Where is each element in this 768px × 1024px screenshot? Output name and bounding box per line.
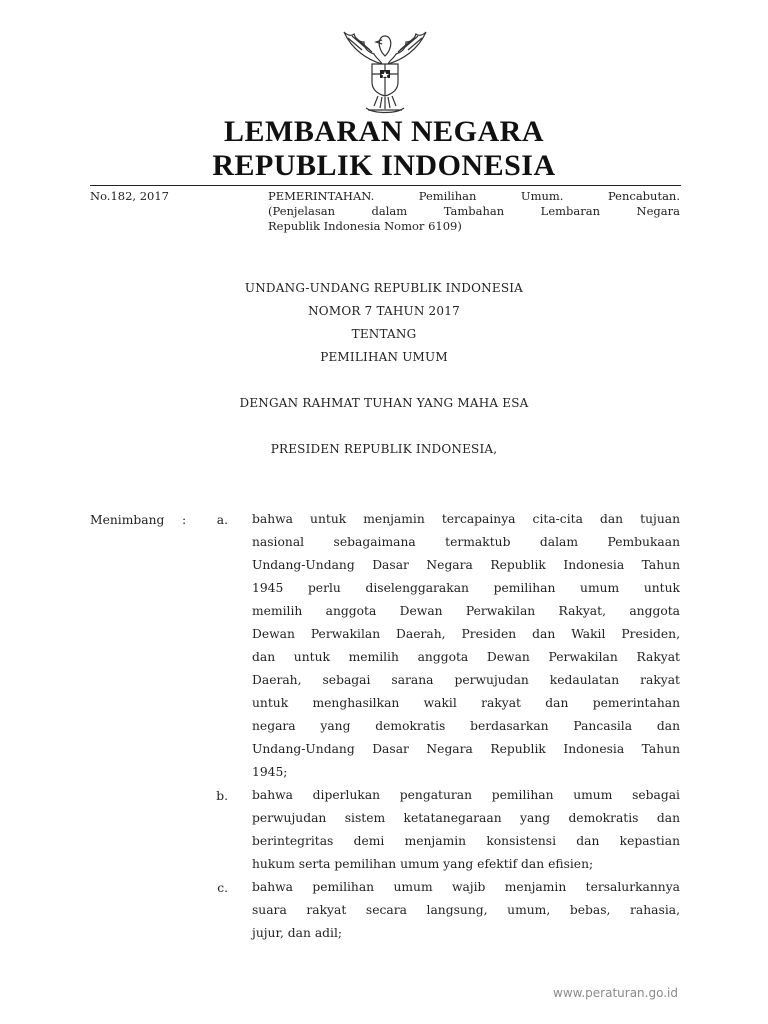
consideration-c bbox=[252, 876, 680, 945]
footer-website-link[interactable]: www.peraturan.go.id bbox=[553, 986, 678, 1000]
gazette-topic bbox=[268, 189, 680, 234]
paragraph-line: berintegritas demi menjamin konsistensi dan kepastian bbox=[252, 834, 680, 848]
paragraph-line: Undang-Undang Dasar Negara Republik Indonesia Tahun bbox=[252, 558, 680, 572]
topic-line: PEMERINTAHAN. Pemilihan Umum. Pencabutan. bbox=[268, 189, 680, 203]
paragraph-line: jujur, dan adil; bbox=[252, 926, 343, 940]
paragraph-line: dan untuk memilih anggota Dewan Perwakilan Rakyat bbox=[252, 650, 680, 664]
topic-line: Republik Indonesia Nomor 6109) bbox=[268, 219, 462, 233]
paragraph-line: bahwa pemilihan umum wajib menjamin tersalurkannya bbox=[252, 880, 680, 894]
paragraph-line: negara yang demokratis berdasarkan Pancasila dan bbox=[252, 719, 680, 733]
consideration-b bbox=[252, 784, 680, 876]
paragraph-line: Undang-Undang Dasar Negara Republik Indonesia Tahun bbox=[252, 742, 680, 756]
item-marker-a: a. bbox=[216, 513, 228, 527]
considering-colon: : bbox=[182, 513, 187, 527]
paragraph-line: memilih anggota Dewan Perwakilan Rakyat, anggota bbox=[252, 604, 680, 618]
considering-label: Menimbang bbox=[90, 513, 165, 527]
paragraph-line: 1945 perlu diselenggarakan pemilihan umum untuk bbox=[252, 581, 680, 595]
paragraph-line: untuk menghasilkan wakil rakyat dan pemerintahan bbox=[252, 696, 680, 710]
item-marker-c: c. bbox=[217, 881, 228, 895]
gazette-number: No.182, 2017 bbox=[90, 189, 169, 203]
paragraph-line: Dewan Perwakilan Daerah, Presiden dan Wakil Presiden, bbox=[252, 627, 680, 641]
blessing-text: DENGAN RAHMAT TUHAN YANG MAHA ESA bbox=[239, 396, 529, 410]
paragraph-line: bahwa untuk menjamin tercapainya cita-cita dan tujuan bbox=[252, 512, 680, 526]
paragraph-line: hukum serta pemilihan umum yang efektif dan efisien; bbox=[252, 857, 594, 871]
paragraph-line: bahwa diperlukan pengaturan pemilihan umum sebagai bbox=[252, 788, 680, 802]
header-divider bbox=[90, 185, 681, 186]
law-about: TENTANG bbox=[351, 327, 417, 341]
gazette-title-line1: LEMBARAN NEGARA bbox=[223, 115, 544, 148]
item-marker-b: b. bbox=[216, 789, 228, 803]
law-number: NOMOR 7 TAHUN 2017 bbox=[308, 304, 460, 318]
topic-line: (Penjelasan dalam Tambahan Lembaran Negara bbox=[268, 204, 680, 218]
law-type: UNDANG-UNDANG REPUBLIK INDONESIA bbox=[244, 281, 524, 295]
gazette-title-line2: REPUBLIK INDONESIA bbox=[212, 149, 556, 182]
paragraph-line: perwujudan sistem ketatanegaraan yang demokratis dan bbox=[252, 811, 680, 825]
garuda-emblem-icon bbox=[338, 24, 432, 116]
paragraph-line: Daerah, sebagai sarana perwujudan kedaulatan rakyat bbox=[252, 673, 680, 687]
law-subject: PEMILIHAN UMUM bbox=[320, 350, 448, 364]
president-text: PRESIDEN REPUBLIK INDONESIA, bbox=[270, 442, 498, 456]
paragraph-line: suara rakyat secara langsung, umum, bebas, rahasia, bbox=[252, 903, 680, 917]
consideration-a bbox=[252, 508, 680, 784]
paragraph-line: nasional sebagaimana termaktub dalam Pembukaan bbox=[252, 535, 680, 549]
paragraph-line: 1945; bbox=[252, 765, 288, 779]
